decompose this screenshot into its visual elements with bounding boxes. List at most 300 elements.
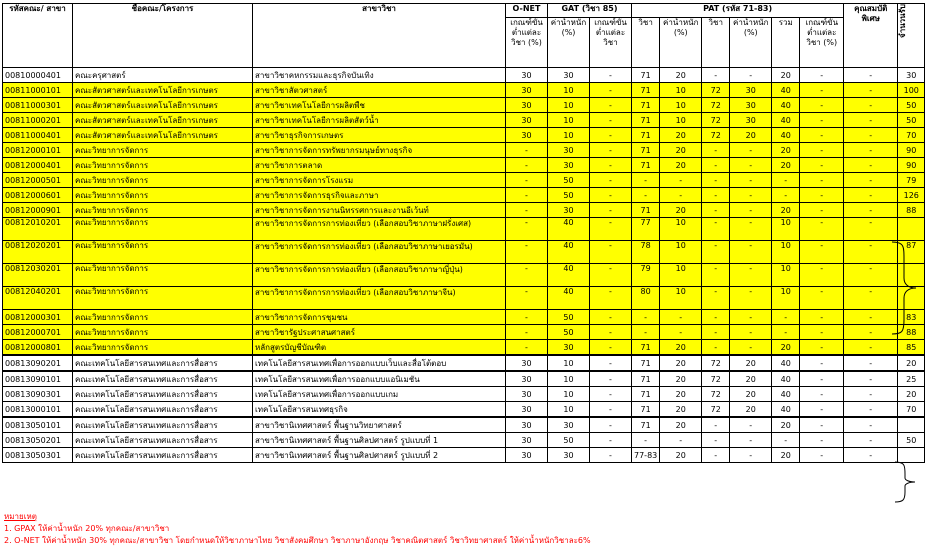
row-seats: 70 <box>898 402 925 418</box>
header-pat-weight-2: ค่าน้ำหนัก (%) <box>730 18 772 68</box>
row-faculty: คณะวิทยาการจัดการ <box>73 287 253 310</box>
header-onet-min: เกณฑ์ขั้นต่ำแต่ละวิชา (%) <box>506 18 548 68</box>
table-row <box>3 203 925 218</box>
row-pat-min: - <box>800 417 844 433</box>
row-pat-weight-1: - <box>660 325 702 340</box>
row-faculty: คณะวิทยาการจัดการ <box>73 340 253 356</box>
row-gat-weight: 40 <box>548 241 590 264</box>
row-pat-total: 40 <box>772 113 800 128</box>
row-pat-total: - <box>772 188 800 203</box>
row-pat-weight-1: - <box>660 173 702 188</box>
row-pat-min: - <box>800 387 844 402</box>
row-faculty: คณะวิทยาการจัดการ <box>73 188 253 203</box>
row-pat-subject-2: 72 <box>702 113 730 128</box>
header-major: สาขาวิชา <box>253 4 506 68</box>
table-row <box>3 68 925 83</box>
row-faculty: คณะเทคโนโลยีสารสนเทศและการสื่อสาร <box>73 371 253 387</box>
row-pat-weight-1: - <box>660 310 702 325</box>
row-pat-subject-1: - <box>632 325 660 340</box>
row-pat-subject-1: 71 <box>632 83 660 98</box>
row-pat-weight-2: 30 <box>730 113 772 128</box>
row-major: สาขาวิชานิเทศศาสตร์ พื้นฐานศิลปศาสตร์ รูปแบบที่ 1 <box>253 433 506 448</box>
row-pat-subject-1: 71 <box>632 371 660 387</box>
row-pat-subject-1: - <box>632 188 660 203</box>
row-pat-min: - <box>800 402 844 418</box>
row-onet-min: - <box>506 218 548 241</box>
row-gat-min: - <box>590 83 632 98</box>
row-pat-min: - <box>800 128 844 143</box>
row-major: สาขาวิชารัฐประศาสนศาสตร์ <box>253 325 506 340</box>
table-row <box>3 264 925 287</box>
row-pat-subject-2: 72 <box>702 355 730 371</box>
row-special: - <box>844 340 898 356</box>
row-pat-subject-2: - <box>702 264 730 287</box>
row-pat-subject-2: - <box>702 218 730 241</box>
row-pat-subject-2: 72 <box>702 128 730 143</box>
header-faculty: ชื่อคณะ/โครงการ <box>73 4 253 68</box>
row-pat-total: 40 <box>772 98 800 113</box>
row-pat-total: 20 <box>772 417 800 433</box>
row-special: - <box>844 113 898 128</box>
row-pat-subject-1: 71 <box>632 340 660 356</box>
row-gat-min: - <box>590 203 632 218</box>
row-pat-weight-2: - <box>730 264 772 287</box>
row-gat-min: - <box>590 218 632 241</box>
row-onet-min: 30 <box>506 113 548 128</box>
header-pat-weight-1: ค่าน้ำหนัก (%) <box>660 18 702 68</box>
table-row <box>3 143 925 158</box>
table-row <box>3 387 925 402</box>
row-pat-weight-2: 20 <box>730 371 772 387</box>
row-gat-weight: 30 <box>548 203 590 218</box>
row-seats: 50 <box>898 113 925 128</box>
row-faculty: คณะสัตวศาสตร์และเทคโนโลยีการเกษตร <box>73 128 253 143</box>
row-pat-min: - <box>800 287 844 310</box>
row-onet-min: 30 <box>506 371 548 387</box>
row-gat-min: - <box>590 143 632 158</box>
row-pat-min: - <box>800 218 844 241</box>
row-onet-min: - <box>506 241 548 264</box>
row-pat-subject-1: 71 <box>632 98 660 113</box>
row-pat-weight-2: - <box>730 448 772 463</box>
row-code: 00812000801 <box>3 340 73 356</box>
row-pat-weight-2: - <box>730 325 772 340</box>
row-special: - <box>844 203 898 218</box>
row-pat-subject-1: - <box>632 173 660 188</box>
header-pat-min: เกณฑ์ขั้นต่ำแต่ละวิชา (%) <box>800 18 844 68</box>
row-pat-weight-1: 20 <box>660 158 702 173</box>
row-special: - <box>844 188 898 203</box>
row-gat-weight: 50 <box>548 173 590 188</box>
row-code: 00811000401 <box>3 128 73 143</box>
row-major: สาขาวิชาการจัดการการท่องเที่ยว (เลือกสอบวิชาภาษาจีน) <box>253 287 506 310</box>
row-pat-total: 20 <box>772 448 800 463</box>
row-faculty: คณะเทคโนโลยีสารสนเทศและการสื่อสาร <box>73 433 253 448</box>
row-pat-min: - <box>800 340 844 356</box>
row-onet-min: 30 <box>506 402 548 418</box>
row-pat-total: 40 <box>772 387 800 402</box>
row-major: สาขาวิชาการจัดการการท่องเที่ยว (เลือกสอบวิชาภาษาฝรั่งเศส) <box>253 218 506 241</box>
row-pat-min: - <box>800 173 844 188</box>
row-faculty: คณะวิทยาการจัดการ <box>73 241 253 264</box>
row-faculty: คณะวิทยาการจัดการ <box>73 264 253 287</box>
row-onet-min: 30 <box>506 68 548 83</box>
row-gat-min: - <box>590 310 632 325</box>
row-pat-min: - <box>800 264 844 287</box>
row-code: 00813000101 <box>3 402 73 418</box>
admission-criteria-table <box>2 3 925 463</box>
row-pat-subject-2: 72 <box>702 98 730 113</box>
row-pat-min: - <box>800 448 844 463</box>
row-major: เทคโนโลยีสารสนเทศเพื่อการออกแบบเกม <box>253 387 506 402</box>
row-pat-subject-2: - <box>702 241 730 264</box>
row-special: - <box>844 158 898 173</box>
row-code: 00811000201 <box>3 113 73 128</box>
row-seats: 90 <box>898 158 925 173</box>
row-pat-total: 20 <box>772 68 800 83</box>
row-onet-min: 30 <box>506 417 548 433</box>
row-gat-min: - <box>590 188 632 203</box>
row-onet-min: - <box>506 173 548 188</box>
row-faculty: คณะวิทยาการจัดการ <box>73 325 253 340</box>
row-pat-weight-1: 10 <box>660 287 702 310</box>
row-pat-weight-2: 30 <box>730 98 772 113</box>
row-pat-weight-1: 20 <box>660 371 702 387</box>
row-pat-weight-1: 20 <box>660 402 702 418</box>
row-pat-weight-2: - <box>730 173 772 188</box>
row-pat-subject-2: - <box>702 448 730 463</box>
table-row <box>3 98 925 113</box>
row-pat-subject-1: 77 <box>632 218 660 241</box>
row-seats: 100 <box>898 83 925 98</box>
row-onet-min: - <box>506 264 548 287</box>
row-pat-min: - <box>800 371 844 387</box>
row-faculty: คณะสัตวศาสตร์และเทคโนโลยีการเกษตร <box>73 113 253 128</box>
row-seats: 70 <box>898 128 925 143</box>
row-pat-weight-1: 20 <box>660 68 702 83</box>
row-gat-min: - <box>590 448 632 463</box>
row-faculty: คณะเทคโนโลยีสารสนเทศและการสื่อสาร <box>73 387 253 402</box>
row-pat-weight-2: 20 <box>730 387 772 402</box>
row-pat-total: 20 <box>772 143 800 158</box>
row-pat-min: - <box>800 68 844 83</box>
row-pat-min: - <box>800 325 844 340</box>
row-gat-weight: 30 <box>548 448 590 463</box>
row-pat-min: - <box>800 433 844 448</box>
row-pat-min: - <box>800 83 844 98</box>
row-gat-weight: 30 <box>548 143 590 158</box>
row-onet-min: - <box>506 340 548 356</box>
row-gat-min: - <box>590 264 632 287</box>
row-special: - <box>844 310 898 325</box>
row-major: สาขาวิชาการจัดการงานนิทรรศการและงานอีเว้นท์ <box>253 203 506 218</box>
row-gat-weight: 50 <box>548 310 590 325</box>
row-code: 00810000401 <box>3 68 73 83</box>
row-special: - <box>844 402 898 418</box>
row-major: สาขาวิชาการจัดการธุรกิจและภาษา <box>253 188 506 203</box>
row-gat-min: - <box>590 371 632 387</box>
table-row <box>3 241 925 264</box>
row-code: 00812020201 <box>3 241 73 264</box>
row-pat-subject-2: 72 <box>702 402 730 418</box>
row-pat-subject-2: - <box>702 143 730 158</box>
row-code: 00813090201 <box>3 355 73 371</box>
row-faculty: คณะสัตวศาสตร์และเทคโนโลยีการเกษตร <box>73 83 253 98</box>
row-seats: 88 <box>898 325 925 340</box>
row-gat-min: - <box>590 173 632 188</box>
row-onet-min: 30 <box>506 355 548 371</box>
row-special: - <box>844 264 898 287</box>
row-pat-weight-1: 10 <box>660 113 702 128</box>
header-seats <box>898 4 925 68</box>
row-code: 00812030201 <box>3 264 73 287</box>
row-seats: 50 <box>898 433 925 448</box>
row-special: - <box>844 325 898 340</box>
header-code: รหัสคณะ/ สาขา <box>3 4 73 68</box>
row-gat-min: - <box>590 158 632 173</box>
row-gat-min: - <box>590 355 632 371</box>
row-pat-total: - <box>772 173 800 188</box>
row-gat-min: - <box>590 113 632 128</box>
row-pat-subject-2: - <box>702 325 730 340</box>
table-row <box>3 355 925 371</box>
row-code: 00812000401 <box>3 158 73 173</box>
row-special: - <box>844 448 898 463</box>
row-faculty: คณะเทคโนโลยีสารสนเทศและการสื่อสาร <box>73 417 253 433</box>
row-pat-weight-2: 20 <box>730 355 772 371</box>
row-pat-subject-2: 72 <box>702 83 730 98</box>
row-major: สาขาวิชาการจัดการชุมชน <box>253 310 506 325</box>
row-pat-weight-2: 20 <box>730 128 772 143</box>
row-code: 00812000601 <box>3 188 73 203</box>
row-onet-min: - <box>506 203 548 218</box>
row-seats: 88 <box>898 203 925 218</box>
row-pat-subject-1: - <box>632 433 660 448</box>
row-code: 00813050201 <box>3 433 73 448</box>
row-gat-weight: 50 <box>548 433 590 448</box>
row-onet-min: 30 <box>506 83 548 98</box>
row-faculty: คณะครุศาสตร์ <box>73 68 253 83</box>
table-row <box>3 158 925 173</box>
row-pat-subject-1: 71 <box>632 402 660 418</box>
row-pat-subject-2: - <box>702 340 730 356</box>
row-onet-min: 30 <box>506 98 548 113</box>
row-pat-subject-1: 71 <box>632 417 660 433</box>
row-gat-weight: 30 <box>548 68 590 83</box>
header-gat: GAT (วิชา 85) <box>548 4 632 18</box>
row-pat-weight-1: 10 <box>660 98 702 113</box>
row-gat-weight: 30 <box>548 417 590 433</box>
table-row <box>3 128 925 143</box>
notes-section <box>4 511 591 547</box>
row-code: 00812000501 <box>3 173 73 188</box>
row-onet-min: 30 <box>506 448 548 463</box>
row-pat-subject-1: 71 <box>632 68 660 83</box>
row-pat-total: 40 <box>772 371 800 387</box>
row-pat-subject-2: - <box>702 287 730 310</box>
row-major: สาขาวิชาการจัดการการท่องเที่ยว (เลือกสอบวิชาภาษาญี่ปุ่น) <box>253 264 506 287</box>
row-gat-min: - <box>590 241 632 264</box>
row-pat-weight-1: 20 <box>660 448 702 463</box>
row-gat-min: - <box>590 433 632 448</box>
row-pat-total: 10 <box>772 287 800 310</box>
row-special: - <box>844 83 898 98</box>
row-pat-weight-2: - <box>730 417 772 433</box>
row-gat-weight: 10 <box>548 113 590 128</box>
row-pat-min: - <box>800 355 844 371</box>
row-gat-weight: 10 <box>548 402 590 418</box>
row-pat-weight-2: - <box>730 433 772 448</box>
row-gat-weight: 40 <box>548 287 590 310</box>
row-faculty: คณะสัตวศาสตร์และเทคโนโลยีการเกษตร <box>73 98 253 113</box>
row-pat-weight-1: - <box>660 188 702 203</box>
row-pat-subject-2: 72 <box>702 371 730 387</box>
row-seats: 50 <box>898 98 925 113</box>
table-row <box>3 83 925 98</box>
row-onet-min: - <box>506 287 548 310</box>
row-pat-total: - <box>772 310 800 325</box>
row-major: สาขาวิชานิเทศศาสตร์ พื้นฐานวิทยาศาสตร์ <box>253 417 506 433</box>
row-gat-min: - <box>590 98 632 113</box>
row-pat-total: 40 <box>772 355 800 371</box>
header-onet: O-NET <box>506 4 548 18</box>
row-faculty: คณะวิทยาการจัดการ <box>73 173 253 188</box>
table-row <box>3 371 925 387</box>
row-seats: 30 <box>898 68 925 83</box>
row-major: สาขาวิชาสัตวศาสตร์ <box>253 83 506 98</box>
row-faculty: คณะวิทยาการจัดการ <box>73 203 253 218</box>
tourism-group-brace <box>890 240 920 336</box>
table-row <box>3 218 925 241</box>
row-code: 00812000301 <box>3 310 73 325</box>
header-gat-weight: ค่าน้ำหนัก (%) <box>548 18 590 68</box>
row-pat-total: 10 <box>772 241 800 264</box>
row-gat-weight: 50 <box>548 325 590 340</box>
row-special: - <box>844 173 898 188</box>
row-special: - <box>844 287 898 310</box>
row-special: - <box>844 128 898 143</box>
row-special: - <box>844 387 898 402</box>
row-onet-min: - <box>506 143 548 158</box>
row-code: 00813090301 <box>3 387 73 402</box>
row-pat-weight-2: - <box>730 218 772 241</box>
row-major: สาขาวิชาการจัดการการท่องเที่ยว (เลือกสอบวิชาภาษาเยอรมัน) <box>253 241 506 264</box>
row-code: 00812010201 <box>3 218 73 241</box>
row-pat-subject-1: 80 <box>632 287 660 310</box>
note-line-1: 1. GPAX ให้ค่าน้ำหนัก 20% ทุกคณะ/สาขาวิชา <box>4 524 170 533</box>
row-gat-weight: 10 <box>548 128 590 143</box>
row-pat-weight-1: 10 <box>660 264 702 287</box>
row-seats: 85 <box>898 340 925 356</box>
row-code: 00813090101 <box>3 371 73 387</box>
row-special: - <box>844 355 898 371</box>
row-onet-min: 30 <box>506 433 548 448</box>
row-seats: 79 <box>898 173 925 188</box>
row-gat-weight: 10 <box>548 371 590 387</box>
row-special: - <box>844 417 898 433</box>
row-major: เทคโนโลยีสารสนเทศธุรกิจ <box>253 402 506 418</box>
row-pat-weight-1: 20 <box>660 143 702 158</box>
row-major: สาขาวิชาการจัดการโรงแรม <box>253 173 506 188</box>
row-seats: 87 <box>898 241 925 264</box>
table-row <box>3 402 925 418</box>
row-pat-subject-1: 71 <box>632 355 660 371</box>
row-pat-total: 10 <box>772 264 800 287</box>
row-pat-subject-1: 71 <box>632 387 660 402</box>
row-pat-weight-2: - <box>730 158 772 173</box>
row-pat-subject-1: 71 <box>632 128 660 143</box>
row-special: - <box>844 433 898 448</box>
row-special: - <box>844 241 898 264</box>
row-gat-min: - <box>590 417 632 433</box>
header-special: คุณสมบัติ พิเศษ <box>844 4 898 68</box>
row-pat-min: - <box>800 113 844 128</box>
row-major: สาขาวิชาเทคโนโลยีการผลิตพืช <box>253 98 506 113</box>
table-row <box>3 340 925 356</box>
table-row <box>3 310 925 325</box>
table-row <box>3 417 925 433</box>
table-row <box>3 173 925 188</box>
row-pat-subject-2: - <box>702 417 730 433</box>
row-seats: 83 <box>898 310 925 325</box>
row-gat-min: - <box>590 325 632 340</box>
row-pat-weight-1: 10 <box>660 218 702 241</box>
table-row <box>3 433 925 448</box>
row-pat-weight-2: - <box>730 310 772 325</box>
row-gat-min: - <box>590 128 632 143</box>
row-special: - <box>844 143 898 158</box>
row-special: - <box>844 68 898 83</box>
row-pat-subject-2: - <box>702 310 730 325</box>
row-gat-weight: 40 <box>548 264 590 287</box>
row-gat-weight: 50 <box>548 188 590 203</box>
row-pat-subject-1: 71 <box>632 158 660 173</box>
row-code: 00812040201 <box>3 287 73 310</box>
row-pat-min: - <box>800 241 844 264</box>
row-onet-min: - <box>506 188 548 203</box>
row-faculty: คณะเทคโนโลยีสารสนเทศและการสื่อสาร <box>73 402 253 418</box>
table-row <box>3 448 925 463</box>
row-pat-total: 40 <box>772 83 800 98</box>
row-gat-min: - <box>590 68 632 83</box>
row-gat-min: - <box>590 287 632 310</box>
row-pat-min: - <box>800 203 844 218</box>
row-code: 00813050101 <box>3 417 73 433</box>
header-pat: PAT (รหัส 71-83) <box>632 4 844 18</box>
row-pat-total: 20 <box>772 203 800 218</box>
row-pat-subject-1: 77-83 <box>632 448 660 463</box>
row-pat-weight-2: - <box>730 203 772 218</box>
row-faculty: คณะเทคโนโลยีสารสนเทศและการสื่อสาร <box>73 448 253 463</box>
row-pat-weight-1: 20 <box>660 417 702 433</box>
row-gat-weight: 10 <box>548 355 590 371</box>
row-pat-total: 40 <box>772 402 800 418</box>
header-pat-total: รวม <box>772 18 800 68</box>
row-pat-subject-1: 71 <box>632 113 660 128</box>
row-seats <box>898 417 925 433</box>
row-pat-subject-1: 71 <box>632 143 660 158</box>
row-faculty: คณะวิทยาการจัดการ <box>73 158 253 173</box>
row-pat-min: - <box>800 98 844 113</box>
header-seats-label: จำนวนรับ <box>898 4 908 38</box>
row-pat-weight-2: - <box>730 188 772 203</box>
row-faculty: คณะวิทยาการจัดการ <box>73 310 253 325</box>
row-pat-weight-2: 20 <box>730 402 772 418</box>
table-row <box>3 113 925 128</box>
row-seats: 126 <box>898 188 925 203</box>
row-pat-total: 20 <box>772 158 800 173</box>
row-pat-total: 40 <box>772 128 800 143</box>
